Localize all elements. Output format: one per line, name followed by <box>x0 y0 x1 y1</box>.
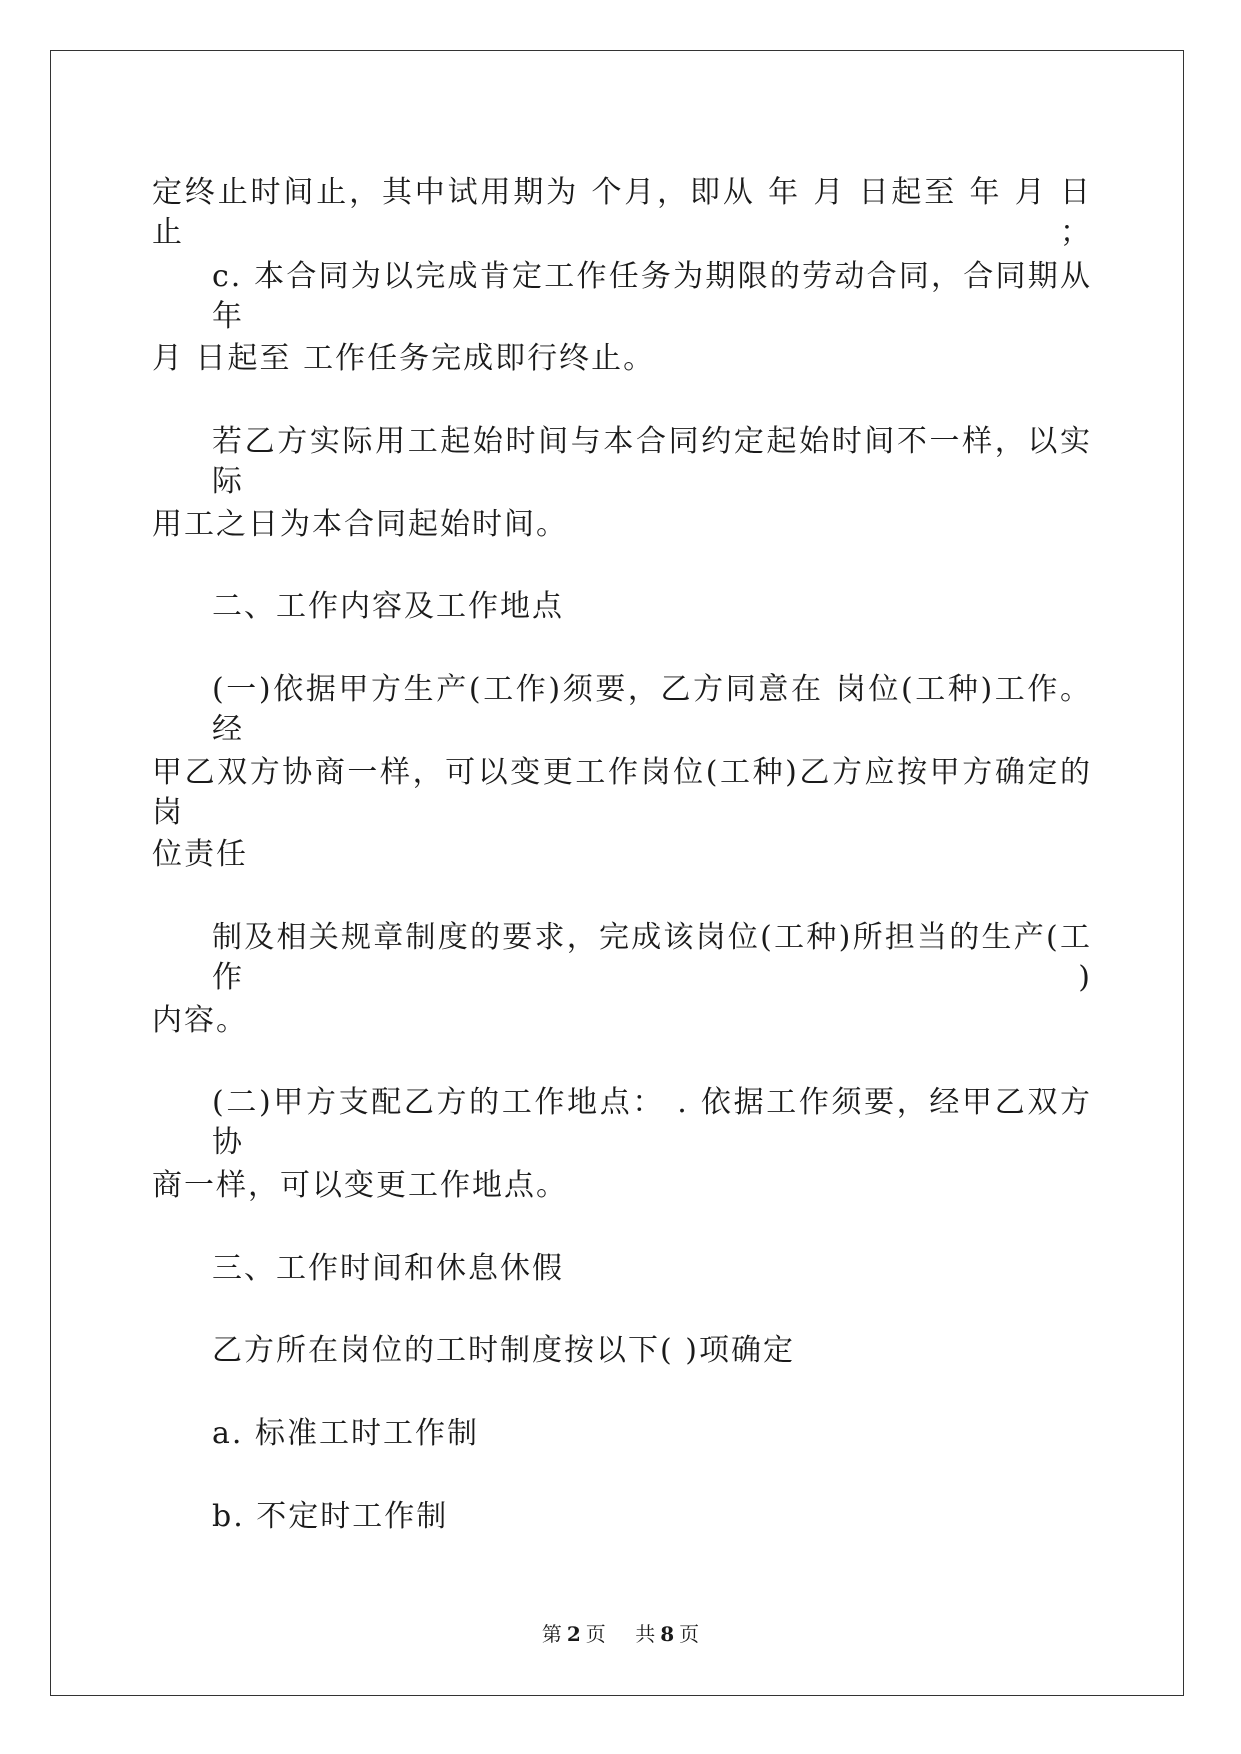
text-line-5: 用工之日为本合同起始时间。 <box>152 507 568 542</box>
footer-page-prefix: 第 <box>541 1622 562 1646</box>
footer-total-suffix: 页 <box>679 1622 700 1646</box>
text-line-8: 甲乙双方协商一样，可以变更工作岗位(工种)乙方应按甲方确定的岗 <box>152 755 1092 830</box>
text-line-3: 月 日起至 工作任务完成即行终止。 <box>152 341 656 376</box>
footer-page-suffix: 页 <box>585 1622 606 1646</box>
text-line-15: 乙方所在岗位的工时制度按以下( )项确定 <box>212 1333 795 1368</box>
list-item-b: b. 不定时工作制 <box>212 1499 449 1534</box>
text-line-13: 商一样，可以变更工作地点。 <box>152 1168 568 1203</box>
list-item-a: a. 标准工时工作制 <box>212 1416 479 1451</box>
footer-page-number: 2 <box>566 1622 581 1646</box>
text-line-9: 位责任 <box>152 837 248 872</box>
footer-total-pages: 8 <box>660 1622 675 1646</box>
page-footer <box>0 1622 1241 1646</box>
text-line-2: c. 本合同为以完成肯定工作任务为期限的劳动合同，合同期从 年 <box>212 259 1092 334</box>
text-line-7: (一)依据甲方生产(工作)须要，乙方同意在 岗位(工种)工作。经 <box>212 672 1092 747</box>
text-line-1: 定终止时间止，其中试用期为 个月，即从 年 月 日起至 年 月 日止； <box>152 175 1092 250</box>
footer-total-prefix: 共 <box>635 1622 656 1646</box>
section-heading-2: 二、工作内容及工作地点 <box>212 589 564 624</box>
text-line-4: 若乙方实际用工起始时间与本合同约定起始时间不一样，以实际 <box>212 424 1092 499</box>
text-line-12: (二)甲方支配乙方的工作地点： . 依据工作须要，经甲乙双方协 <box>212 1085 1092 1160</box>
section-heading-3: 三、工作时间和休息休假 <box>212 1251 564 1286</box>
text-line-11: 内容。 <box>152 1003 248 1038</box>
text-line-10: 制及相关规章制度的要求，完成该岗位(工种)所担当的生产(工作) <box>212 920 1092 995</box>
